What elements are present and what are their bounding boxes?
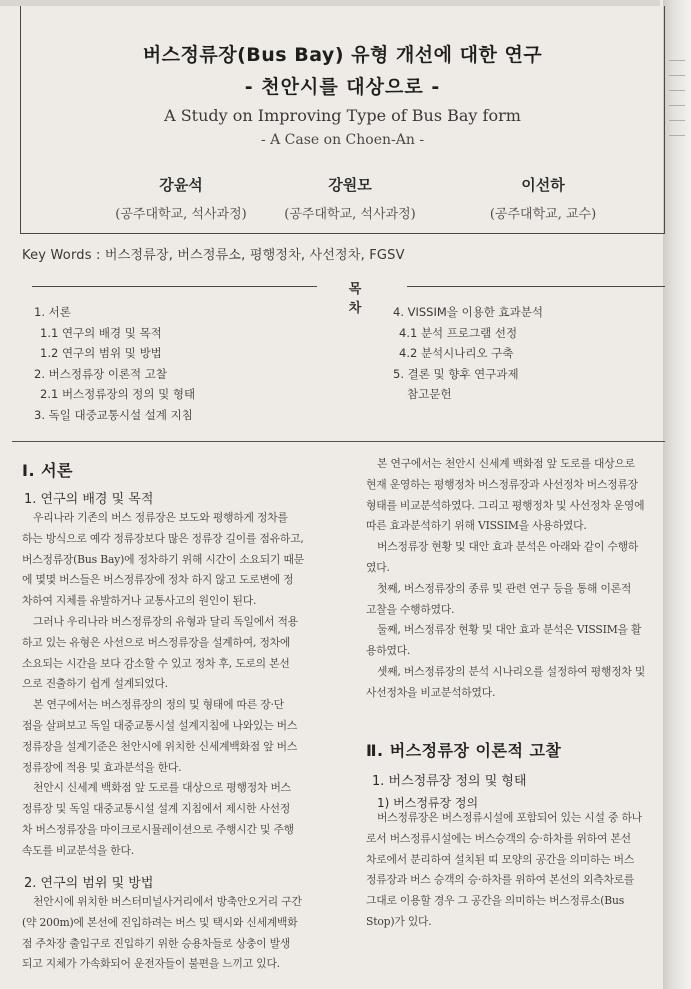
text-line: 둘째, 버스정류장 현황 및 대안 효과 분석은 VISSIM을 활 xyxy=(377,623,642,637)
section-heading: Ⅰ. 서론 xyxy=(22,461,74,480)
text-line: 속도를 비교분석을 한다. xyxy=(22,843,134,857)
subsubsection-heading: 1) 버스정류장 정의 xyxy=(377,796,479,810)
text-line: 우리나라 기존의 버스 정류장은 보도와 평행하게 정차를 xyxy=(33,511,288,524)
toc-left-column xyxy=(34,302,195,425)
text-line: 사선정차을 비교분석하였다. xyxy=(366,685,496,699)
korean-subtitle: - 천안시를 대상으로 - xyxy=(244,76,441,98)
text-line: 그러나 우리나라 버스정류장의 유형과 달리 독일에서 적용 xyxy=(33,614,298,628)
text-line: 그대로 이용할 경우 그 공간을 의미하는 버스정류소(Bus xyxy=(366,894,625,908)
english-title: A Study on Improving Type of Bus Bay form xyxy=(164,106,521,125)
text-line: 따른 효과분석하기 위해 VISSIM을 사용하였다. xyxy=(366,519,587,533)
toc-item: 2.1 버스정류장의 정의 및 형태 xyxy=(40,387,196,401)
toc-item: 5. 결론 및 향후 연구과제 xyxy=(393,366,519,381)
text-line: 로서 버스정류시설에는 버스승객의 승·하차를 위하여 본선 xyxy=(366,831,631,845)
body-paragraph xyxy=(22,892,340,975)
text-line: 으로 진출하기 쉽게 설계되었다. xyxy=(22,677,168,691)
english-subtitle: - A Case on Choen-An - xyxy=(260,132,425,148)
text-line: 형태를 비교분석하였다. 그리고 평행정차 및 사선정차 운영에 xyxy=(366,498,645,512)
text-line: 셋째, 버스정류장의 분석 시나리오를 설정하여 평행정차 및 xyxy=(377,664,646,678)
korean-title: 버스정류장(Bus Bay) 유형 개선에 대한 연구 xyxy=(142,44,543,66)
author-affiliation: (공주대학교, 교수) xyxy=(489,207,597,222)
text-line: 점 주차장 출입구로 진입하기 위한 승용차들로 상충이 발생 xyxy=(22,936,291,950)
toc-item: 1.1 연구의 배경 및 목적 xyxy=(40,325,162,340)
text-line: 차 버스정류장을 마이크로시뮬레이션으로 주행시간 및 주행 xyxy=(22,822,294,836)
toc-item: 참고문헌 xyxy=(407,387,452,401)
text-line: 점을 살펴보고 독일 대중교통시설 설계지침에 나와있는 버스 xyxy=(22,718,298,732)
author xyxy=(250,174,450,222)
text-line: 천안시에 위치한 버스터미널사거리에서 방축안오거리 구간 xyxy=(33,895,302,908)
section-heading: Ⅱ. 버스정류장 이론적 고찰 xyxy=(366,741,562,760)
section-divider xyxy=(12,441,665,442)
author xyxy=(443,174,643,222)
text-line: (약 200m)에 본선에 진입하려는 버스 및 택시와 신세계백화 xyxy=(22,915,298,929)
subsection-heading: 2. 연구의 범위 및 방법 xyxy=(24,876,154,891)
text-line: 정류장과 버스 승객의 승·하차를 위하여 본선의 외측차로를 xyxy=(366,873,635,887)
text-line: Stop)가 있다. xyxy=(366,914,432,928)
text-line: 버스정류장은 버스정류시설에 포함되어 있는 시설 중 하나 xyxy=(377,811,642,824)
text-line: 본 연구에서는 버스정류장의 정의 및 형태에 따른 장·단 xyxy=(33,698,284,712)
text-line: 차하여 지체를 유발하거나 교통사고의 원인이 된다. xyxy=(22,594,257,608)
toc-item: 2. 버스정류장 이론적 고찰 xyxy=(34,366,168,381)
text-line: 였다. xyxy=(366,560,390,574)
subsection-heading: 1. 연구의 배경 및 목적 xyxy=(24,492,154,507)
subsection-heading: 1. 버스정류장 정의 및 형태 xyxy=(372,774,527,789)
text-line: 정류장에 적용 및 효과분석을 한다. xyxy=(22,760,182,774)
text-line: 하고 있는 유형은 사선으로 버스정류장을 설계하여, 정차에 xyxy=(22,635,291,649)
body-paragraph xyxy=(366,454,678,704)
text-line: 용하였다. xyxy=(366,644,411,658)
text-line: 버스정류장 현황 및 대안 효과 분석은 아래와 같이 수행하 xyxy=(377,540,639,554)
toc-item: 4. VISSIM을 이용한 효과분석 xyxy=(393,305,543,319)
text-line: 본 연구에서는 천안시 신세계 백화점 앞 도로를 대상으로 xyxy=(377,457,635,470)
title-box xyxy=(20,6,665,234)
text-line: 정류장 및 독일 대중교통시설 설계 지침에서 제시한 사선정 xyxy=(22,802,291,816)
toc-right-column xyxy=(393,302,543,405)
text-line: 첫째, 버스정류장의 종류 및 관련 연구 등을 통해 이론적 xyxy=(377,581,632,595)
author-name: 이선하 xyxy=(521,176,565,194)
text-line: 에 몇몇 버스들은 버스정류장에 정차 하지 않고 도로변에 정 xyxy=(22,573,294,587)
text-line: 소요되는 시간을 보다 감소할 수 있고 정차 후, 도로의 본선 xyxy=(22,656,290,670)
text-line: 버스정류장(Bus Bay)에 정차하기 위해 시간이 소요되기 때문 xyxy=(22,552,304,566)
toc-item: 4.2 분석시나리오 구축 xyxy=(399,346,514,360)
text-line: 현재 운영하는 평행정차 버스정류장과 사선정차 버스정류장 xyxy=(366,477,638,491)
keywords: Key Words : 버스정류장, 버스정류소, 평행정차, 사선정차, FGSV xyxy=(22,248,405,263)
text-line: 되고 지체가 가속화되어 운전자들이 불편을 느끼고 있다. xyxy=(22,957,280,971)
author-name: 강윤석 xyxy=(159,176,203,194)
text-line: 차로에서 분리하여 설치된 띠 모양의 공간을 의미하는 버스 xyxy=(366,852,635,866)
author-affiliation: (공주대학교, 석사과정) xyxy=(284,207,416,222)
toc-item: 3. 독일 대중교통시설 설계 지침 xyxy=(34,407,193,422)
author-affiliation: (공주대학교, 석사과정) xyxy=(115,207,247,222)
body-paragraph xyxy=(366,808,678,933)
text-line: 천안시 신세계 백화점 앞 도로를 대상으로 평행정차 버스 xyxy=(33,781,291,795)
text-line: 정류장을 설계기준은 천안시에 위치한 신세계백화점 앞 버스 xyxy=(22,739,298,753)
toc-title: 목 차 xyxy=(348,282,376,316)
text-line: 하는 방식으로 예각 정류장보다 많은 정류장 길이를 점유하고, xyxy=(22,531,304,545)
author-name: 강원모 xyxy=(328,176,372,194)
text-line: 고찰을 수행하였다. xyxy=(366,602,455,616)
toc-item: 4.1 분석 프로그램 선정 xyxy=(399,325,518,340)
body-paragraph xyxy=(22,508,340,862)
toc-item: 1. 서론 xyxy=(34,305,71,319)
toc-item: 1.2 연구의 범위 및 방법 xyxy=(40,346,162,360)
author-list xyxy=(21,174,664,224)
